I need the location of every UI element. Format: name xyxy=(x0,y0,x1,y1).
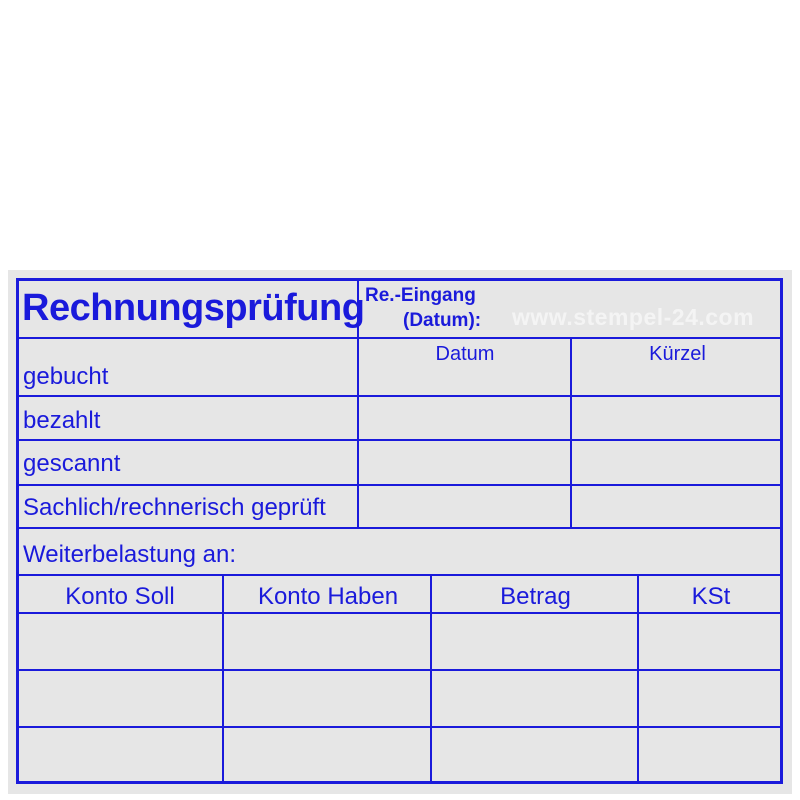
row-label-verified: Sachlich/rechnerisch geprüft xyxy=(23,494,326,521)
charge-to-label: Weiterbelastung an: xyxy=(23,541,237,568)
divider xyxy=(16,612,783,614)
divider xyxy=(16,439,783,441)
receipt-label-line2: (Datum): xyxy=(403,310,482,331)
row-label-paid: bezahlt xyxy=(23,407,101,434)
watermark: www.stempel-24.com xyxy=(512,304,755,330)
table-header-debit-account: Konto Soll xyxy=(65,583,175,610)
receipt-label-line1: Re.-Eingang xyxy=(365,285,476,306)
table-header-cost-center: KSt xyxy=(691,583,731,610)
row-label-scanned: gescannt xyxy=(23,450,121,477)
divider xyxy=(16,669,783,671)
divider xyxy=(16,574,783,576)
divider xyxy=(16,726,783,728)
table-header-amount: Betrag xyxy=(500,583,571,610)
divider xyxy=(16,484,783,486)
divider xyxy=(16,395,783,397)
row-label-booked: gebucht xyxy=(23,363,109,390)
stamp-title: Rechnungsprüfung xyxy=(22,287,365,329)
table-header-credit-account: Konto Haben xyxy=(257,583,399,610)
divider xyxy=(16,527,783,529)
column-header-initials: Kürzel xyxy=(649,343,706,365)
column-header-date: Datum xyxy=(435,343,495,365)
divider xyxy=(16,337,783,339)
